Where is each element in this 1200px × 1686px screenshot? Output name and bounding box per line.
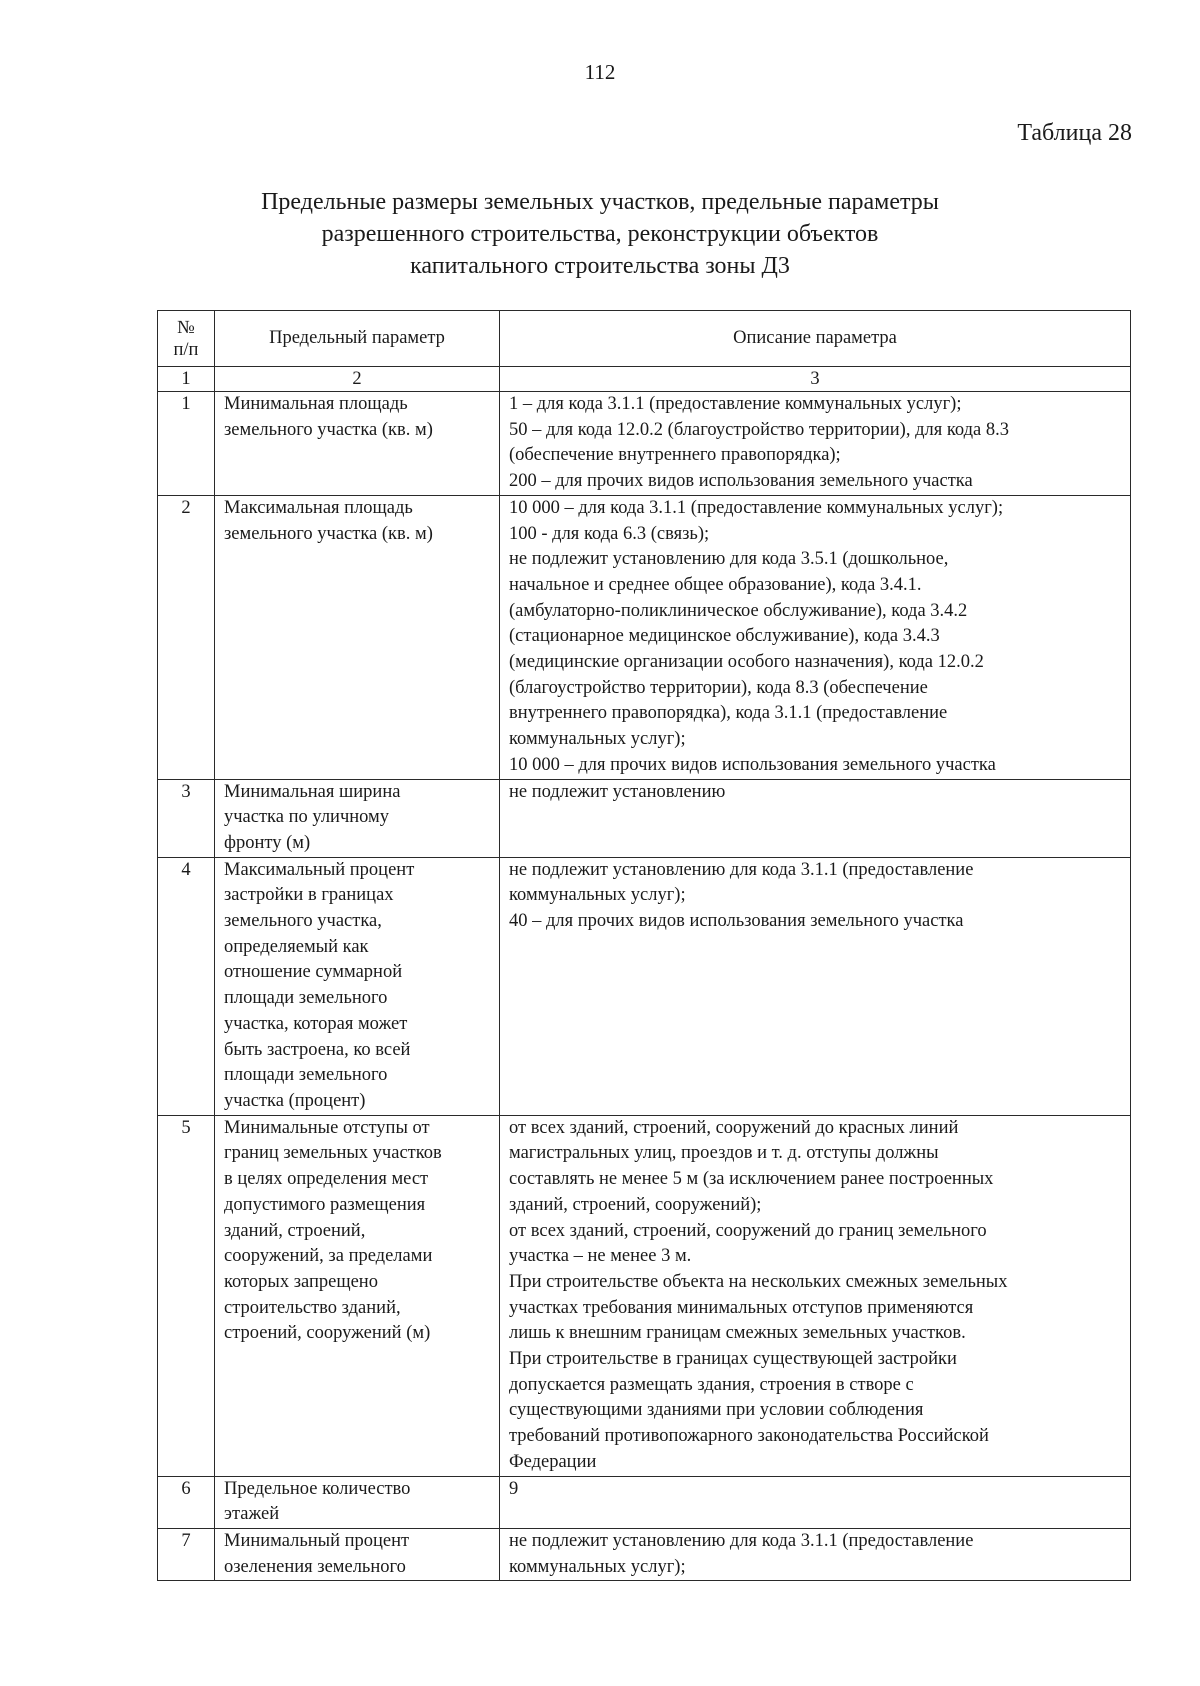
parameter-description [500, 495, 1131, 779]
column-index-row [158, 367, 1131, 392]
parameter-name-line: Предельное количество [224, 1478, 411, 1499]
row-number: 3 [158, 779, 215, 857]
row-number: 6 [158, 1476, 215, 1528]
parameter-description-line: начальное и среднее общее образование), кода 3.4.1. [509, 574, 922, 595]
parameter-name [215, 779, 500, 857]
parameter-description-line: коммунальных услуг); [509, 1556, 686, 1577]
title-line: Предельные размеры земельных участков, предельные параметры [261, 189, 939, 215]
parameter-name-line: в целях определения мест [224, 1169, 429, 1190]
parameter-name-line: которых запрещено [224, 1271, 378, 1292]
parameter-name-line: определяемый как [224, 936, 369, 957]
parameter-name-line: земельного участка (кв. м) [224, 419, 433, 440]
parameter-name-line: допустимого размещения [224, 1194, 426, 1215]
parameter-description-line: участка – не менее 3 м. [509, 1246, 692, 1267]
parameter-description-line: не подлежит установлению для кода 3.1.1 (предоставление [509, 1530, 974, 1551]
parameter-description-line: не подлежит установлению для кода 3.1.1 (предоставление [509, 859, 974, 880]
parameter-name-line: этажей [224, 1504, 280, 1525]
title-line: разрешенного строительства, реконструкции объектов [321, 221, 879, 247]
parameter-description-line: При строительстве объекта на нескольких смежных земельных [509, 1271, 1008, 1292]
parameter-name [215, 857, 500, 1115]
parameter-description [500, 1115, 1131, 1476]
parameter-name-line: Минимальная площадь [224, 394, 408, 414]
parameter-name-line: Минимальные отступы от [224, 1117, 430, 1138]
parameter-description-line: 10 000 – для прочих видов использования земельного участка [509, 754, 996, 775]
row-number: 5 [158, 1115, 215, 1476]
parameter-description-line: лишь к внешним границам смежных земельных участков. [509, 1323, 966, 1344]
row-number: 4 [158, 857, 215, 1115]
parameter-description-line: 9 [509, 1478, 519, 1499]
parameter-name-line: Максимальная площадь [224, 497, 413, 518]
parameter-description-line: 200 – для прочих видов использования земельного участка [509, 471, 973, 492]
parameter-description-line: допускается размещать здания, строения в створе с [509, 1374, 914, 1395]
parameter-description-line: 50 – для кода 12.0.2 (благоустройство территории), для кода 8.3 [509, 419, 1010, 440]
parameter-name-line: сооружений, за пределами [224, 1246, 433, 1267]
parameter-name-line: Минимальная ширина [224, 781, 401, 802]
page-number: 112 [584, 60, 616, 84]
parameter-name-line: границ земельных участков [224, 1143, 442, 1164]
table-row [158, 857, 1131, 1115]
table-row [158, 392, 1131, 496]
column-index: 3 [500, 367, 1131, 392]
parameter-name [215, 1528, 500, 1580]
parameter-description [500, 392, 1131, 496]
parameter-description [500, 779, 1131, 857]
parameter-description [500, 1528, 1131, 1580]
parameter-name-line: участка по уличному [224, 807, 390, 828]
parameter-description-line: требований противопожарного законодательства Российской [509, 1426, 989, 1447]
parameter-name-line: отношение суммарной [224, 962, 403, 983]
table-row [158, 779, 1131, 857]
row-number: 7 [158, 1528, 215, 1580]
parameter-description-line: участках требования минимальных отступов применяются [509, 1297, 974, 1318]
parameter-name [215, 1476, 500, 1528]
parameter-description-line: не подлежит установлению [509, 781, 726, 802]
parameter-description-line: существующими зданиями при условии соблюдения [509, 1400, 924, 1421]
parameter-description-line: (амбулаторно-поликлиническое обслуживание), кода 3.4.2 [509, 600, 968, 621]
parameter-description-line: (обеспечение внутреннего правопорядка); [509, 445, 841, 466]
parameter-name-line: площади земельного [224, 1065, 388, 1086]
column-index: 1 [158, 367, 215, 392]
table-body [158, 392, 1131, 1581]
parameter-name [215, 495, 500, 779]
parameter-description-line: 40 – для прочих видов использования земельного участка [509, 911, 964, 932]
parameter-name-line: застройки в границах [224, 885, 394, 906]
table-label: Таблица 28 [1017, 120, 1132, 146]
parameter-description [500, 857, 1131, 1115]
title-line: капитального строительства зоны Д3 [410, 253, 790, 279]
parameter-name [215, 392, 500, 496]
parameter-description-line: от всех зданий, строений, сооружений до красных линий [509, 1117, 959, 1138]
parameter-description-line: коммунальных услуг); [509, 885, 686, 906]
parameter-description-line: 100 - для кода 6.3 (связь); [509, 523, 710, 544]
parameter-description-line: составлять не менее 5 м (за исключением ранее построенных [509, 1169, 994, 1190]
parameter-name-line: участка (процент) [224, 1090, 366, 1111]
document-title [150, 186, 1050, 282]
parameter-description-line: 1 – для кода 3.1.1 (предоставление коммунальных услуг); [509, 394, 962, 414]
table-row [158, 1528, 1131, 1580]
parameter-description-line: коммунальных услуг); [509, 729, 686, 750]
parameter-description-line: 10 000 – для кода 3.1.1 (предоставление коммунальных услуг); [509, 497, 1004, 518]
parameter-description-line: (медицинские организации особого назначения), кода 12.0.2 [509, 652, 984, 673]
parameter-description [500, 1476, 1131, 1528]
parameter-name-line: земельного участка (кв. м) [224, 523, 433, 544]
parameter-name-line: озеленения земельного [224, 1556, 406, 1577]
parameter-name-line: площади земельного [224, 988, 388, 1009]
parameter-name-line: земельного участка, [224, 911, 382, 932]
parameter-name-line: строительство зданий, [224, 1297, 401, 1318]
header-description: Описание параметра [500, 311, 1131, 367]
parameter-description-line: (стационарное медицинское обслуживание), кода 3.4.3 [509, 626, 940, 647]
header-number-abbr: п/п [173, 340, 199, 360]
parameter-description-line: зданий, строений, сооружений); [509, 1194, 762, 1215]
table-row [158, 495, 1131, 779]
parameter-name-line: строений, сооружений (м) [224, 1323, 431, 1344]
table-header-row [158, 311, 1131, 367]
parameter-name-line: быть застроена, ко всей [224, 1039, 411, 1060]
row-number: 1 [158, 392, 215, 496]
parameter-description-line: При строительстве в границах существующей застройки [509, 1349, 957, 1370]
header-number-symbol: № [177, 318, 195, 338]
header-parameter: Предельный параметр [215, 311, 500, 367]
parameter-name-line: участка, которая может [224, 1013, 408, 1034]
parameters-table [157, 310, 1131, 1581]
parameter-description-line: (благоустройство территории), кода 8.3 (обеспечение [509, 677, 928, 698]
row-number: 2 [158, 495, 215, 779]
parameter-name-line: Минимальный процент [224, 1530, 410, 1551]
parameter-description-line: магистральных улиц, проездов и т. д. отступы должны [509, 1143, 939, 1164]
parameter-name-line: фронту (м) [224, 832, 311, 853]
parameter-description-line: от всех зданий, строений, сооружений до границ земельного [509, 1220, 987, 1241]
header-number [158, 311, 215, 367]
column-index: 2 [215, 367, 500, 392]
parameter-name-line: зданий, строений, [224, 1220, 366, 1241]
parameter-name-line: Максимальный процент [224, 859, 415, 880]
table-row [158, 1115, 1131, 1476]
parameter-description-line: Федерации [509, 1451, 597, 1472]
parameter-description-line: внутреннего правопорядка), кода 3.1.1 (предоставление [509, 703, 948, 724]
parameter-name [215, 1115, 500, 1476]
table-row [158, 1476, 1131, 1528]
parameter-description-line: не подлежит установлению для кода 3.5.1 (дошкольное, [509, 549, 949, 570]
